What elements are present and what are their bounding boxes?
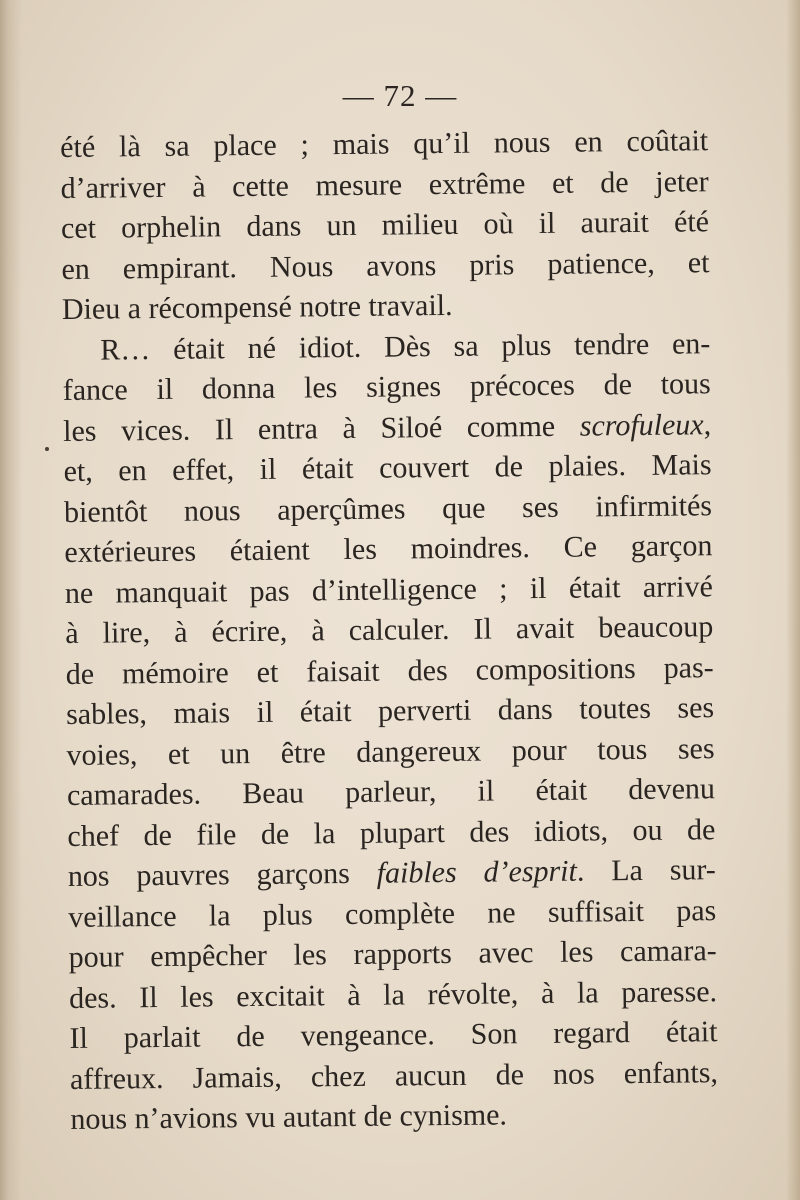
text-line: extérieures étaient les moindres. Ce garçon: [64, 529, 713, 569]
italic-term: scrofuleux: [579, 407, 704, 443]
text-line: ne manquait pas d’intelligence ; il était arrivé: [64, 569, 714, 610]
text-line: de mémoire et faisait des compositions pas-: [65, 650, 714, 691]
text-line: voies, et un être dangereux pour tous ses: [66, 731, 715, 772]
text-segment: . La sur-: [576, 853, 716, 888]
page-number: — 72 —: [342, 78, 458, 113]
paragraph-start-line: R… était né idiot. Dès sa plus tendre en-: [100, 326, 711, 367]
ink-speck: [45, 447, 49, 451]
text-line: à lire, à écrire, à calculer. Il avait beaucoup: [65, 610, 714, 650]
text-line: cet orphelin dans un milieu où il aurait été: [60, 205, 710, 245]
text-segment: ,: [703, 407, 712, 441]
text-line: camarades. Beau parleur, il était devenu: [66, 772, 716, 812]
text-line: des. Il les excitait à la révolte, à la paresse.: [68, 974, 718, 1015]
text-segment: nos pauvres garçons: [67, 856, 377, 893]
text-line: sables, mais il était perverti dans toutes ses: [65, 691, 715, 731]
text-line: fance il donna les signes précoces de tous: [62, 367, 711, 407]
text-line: affreux. Jamais, chez aucun de nos enfants,: [69, 1055, 719, 1096]
text-line: en empirant. Nous avons pris patience, et: [61, 245, 710, 286]
text-line: Il parlait de vengeance. Son regard était: [69, 1015, 718, 1055]
text-line: veillance la plus complète ne suffisait pas: [68, 893, 717, 934]
paragraph-end-line: nous n’avions vu autant de cynisme.: [70, 1098, 508, 1136]
text-line-with-italic: [68, 850, 716, 897]
text-line: été là sa place ; mais qu’il nous en coûtait: [60, 124, 709, 164]
text-line: et, en effet, il était couvert de plaies. Mais: [63, 448, 712, 488]
text-line: bientôt nous aperçûmes que ses infirmités: [63, 488, 713, 529]
text-line: pour empêcher les rapports avec les camara-: [68, 934, 717, 974]
italic-term: faibles d’esprit: [376, 854, 578, 890]
page-edge-shadow: [786, 0, 800, 1200]
text-line: chef de file de la plupart des idiots, ou de: [67, 812, 716, 853]
body-text: [60, 121, 719, 1140]
text-line: d’arriver à cette mesure extrême et de jeter: [60, 164, 709, 205]
paragraph-end-line: Dieu a récompensé notre travail.: [61, 288, 453, 326]
text-segment: les vices. Il entra à Siloé comme: [63, 409, 580, 448]
text-line-with-italic: [63, 405, 711, 452]
binding-shadow: [0, 0, 22, 1200]
